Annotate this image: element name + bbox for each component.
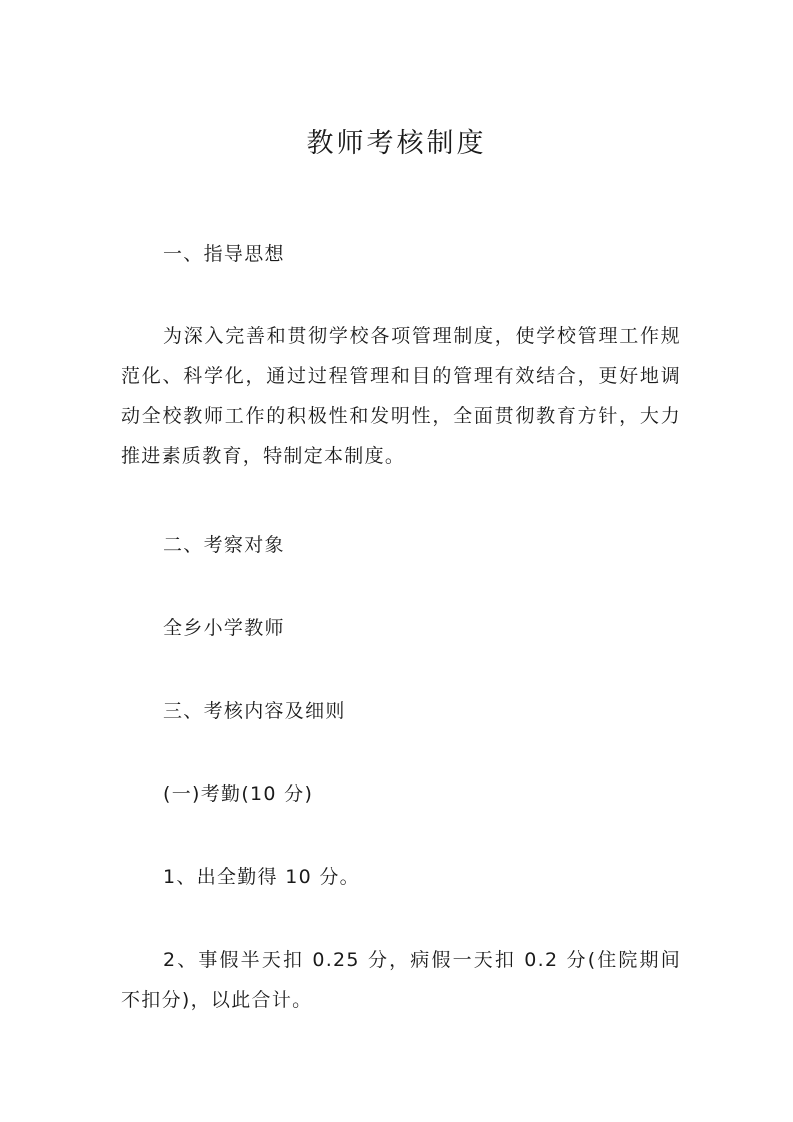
list-item-full-attendance: 1、出全勤得 10 分。 <box>163 866 360 888</box>
list-item-leave-deduction: 2、事假半天扣 0.25 分，病假一天扣 0.2 分(住院期间不扣分)，以此合计。 <box>121 949 681 1011</box>
section-heading-assessment-content: 三、考核内容及细则 <box>163 700 346 722</box>
paragraph-guiding-thought: 为深入完善和贯彻学校各项管理制度，使学校管理工作规范化、科学化，通过过程管理和目的管理有效结合，更好地调动全校教师工作的积极性和发明性，全面贯彻教育方针，大力推进素质教育，特制定本制度。 <box>121 325 681 467</box>
paragraph-assessment-target: 全乡小学教师 <box>163 617 285 639</box>
document-title: 教师考核制度 <box>306 128 487 159</box>
section-heading-guiding-thought: 一、指导思想 <box>163 243 285 265</box>
section-heading-assessment-target: 二、考察对象 <box>163 534 285 556</box>
subsection-heading-attendance: (一)考勤(10 分) <box>163 783 314 805</box>
